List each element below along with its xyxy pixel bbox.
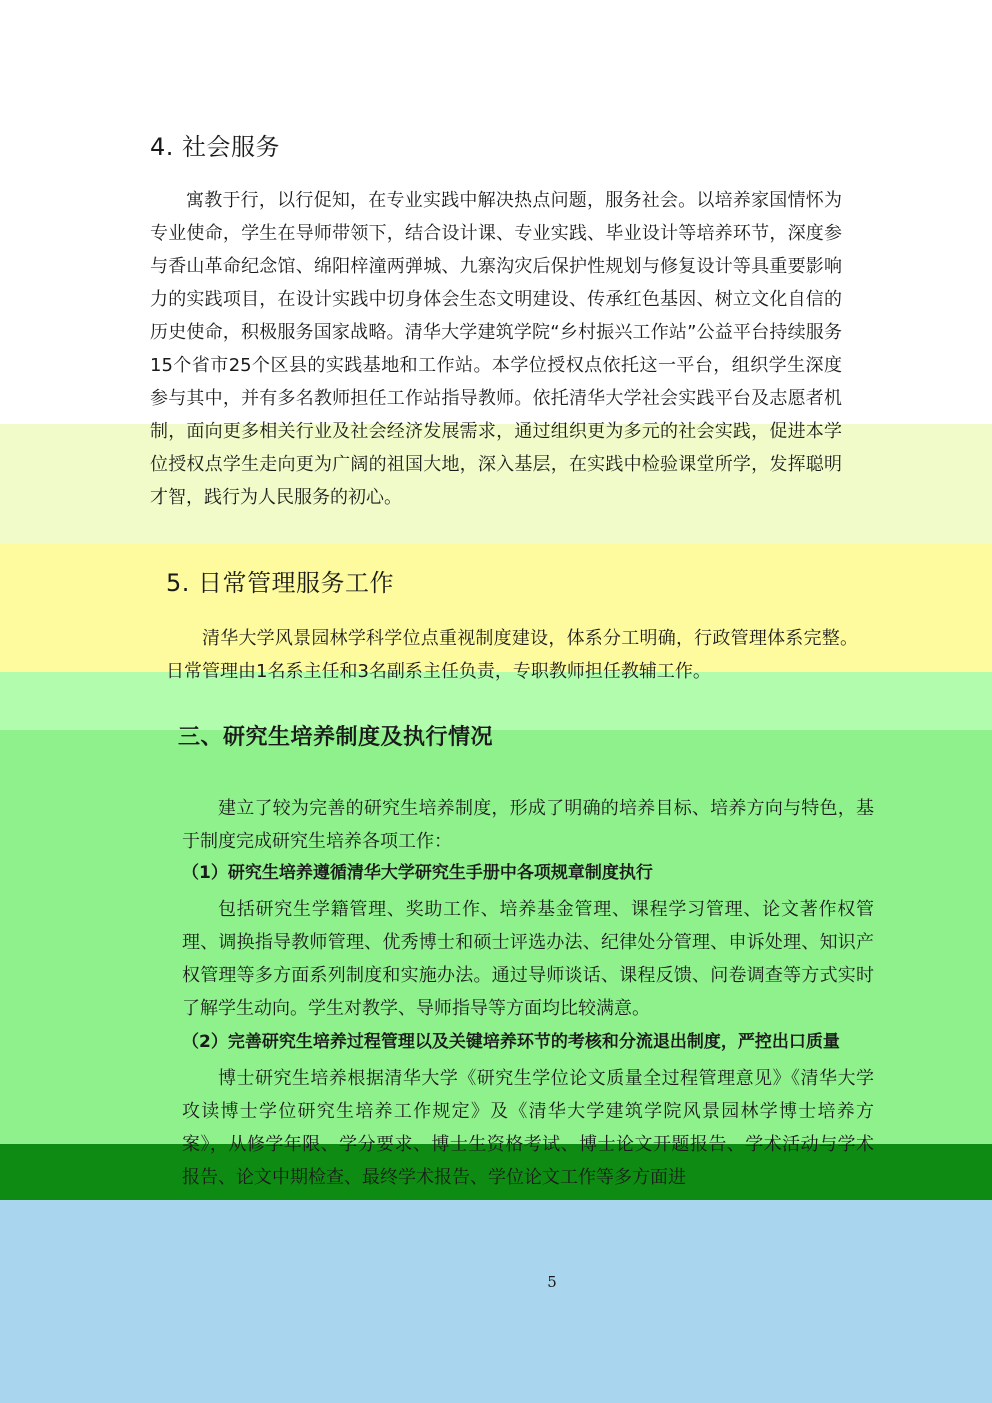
training-item1-body: 包括研究生学籍管理、奖助工作、培养基金管理、课程学习管理、论文著作权管理、调换指导教师管理、优秀博士和硕士评选办法、纪律处分管理、申诉处理、知识产权管理等多方面系列制度和实施办法。通过导师谈话、课程反馈、问卷调查等方式实时了解学生动向。学生对教学、导师指导等方面均比较满意。 bbox=[182, 899, 874, 1019]
heading-daily-management: 5. 日常管理服务工作 bbox=[166, 569, 395, 597]
training-system-section bbox=[182, 792, 874, 1194]
daily-management-paragraph: 清华大学风景园林学科学位点重视制度建设，体系分工明确，行政管理体系完整。日常管理由1名系主任和3名副系主任负责，专职教师担任教辅工作。 bbox=[166, 628, 858, 682]
page-number: 5 bbox=[547, 1273, 557, 1291]
heading-social-service: 4. 社会服务 bbox=[150, 133, 281, 161]
training-item2-title: （2）完善研究生培养过程管理以及关键培养环节的考核和分流退出制度，严控出口质量 bbox=[182, 1032, 840, 1052]
background-band-blue bbox=[0, 1200, 992, 1403]
social-service-paragraph: 寓教于行，以行促知，在专业实践中解决热点问题，服务社会。以培养家国情怀为专业使命，学生在导师带领下，结合设计课、专业实践、毕业设计等培养环节，深度参与香山革命纪念馆、绵阳梓潼两弹城、九寨沟灾后保护性规划与修复设计等具重要影响力的实践项目，在设计实践中切身体会生态文明建设、传承红色基因、树立文化自信的历史使命，积极服务国家战略。清华大学建筑学院“乡村振兴工作站”公益平台持续服务15个省市25个区县的实践基地和工作站。本学位授权点依托这一平台，组织学生深度参与其中，并有多名教师担任工作站指导教师。依托清华大学社会实践平台及志愿者机制，面向更多相关行业及社会经济发展需求，通过组织更为多元的社会实践，促进本学位授权点学生走向更为广阔的祖国大地，深入基层，在实践中检验课堂所学，发挥聪明才智，践行为人民服务的初心。 bbox=[150, 190, 842, 508]
training-item2-body: 博士研究生培养根据清华大学《研究生学位论文质量全过程管理意见》《清华大学攻读博士学位研究生培养工作规定》及《清华大学建筑学院风景园林学博士培养方案》，从修学年限、学分要求、博士生资格考试、博士论文开题报告、学术活动与学术报告、论文中期检查、最终学术报告、学位论文工作等多方面进 bbox=[182, 1068, 874, 1188]
training-item1-title: （1）研究生培养遵循清华大学研究生手册中各项规章制度执行 bbox=[182, 863, 653, 883]
daily-management-section bbox=[166, 622, 858, 688]
social-service-section bbox=[150, 184, 842, 514]
heading-training-system: 三、研究生培养制度及执行情况 bbox=[178, 725, 494, 750]
training-system-intro: 建立了较为完善的研究生培养制度，形成了明确的培养目标、培养方向与特色，基于制度完成研究生培养各项工作： bbox=[182, 798, 874, 852]
